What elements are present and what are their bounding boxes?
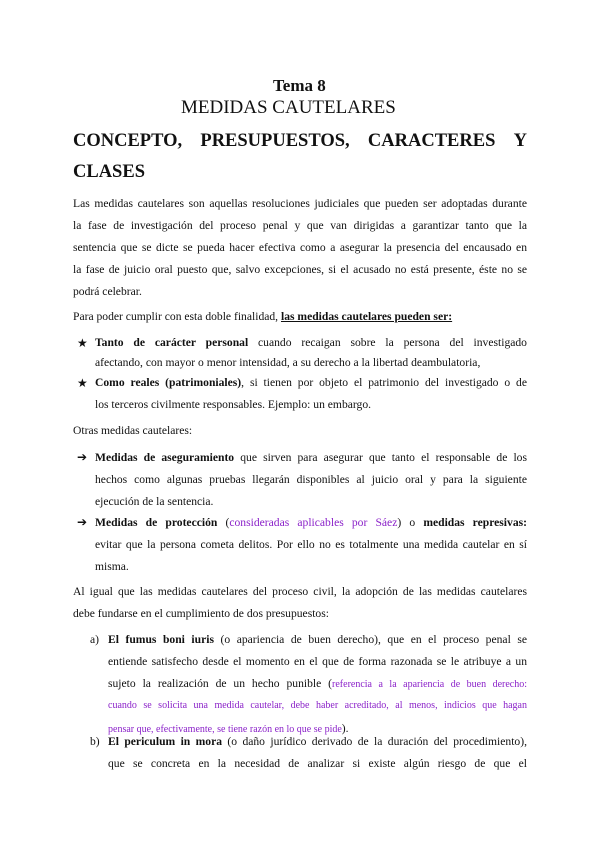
star-item-line xyxy=(95,337,527,349)
list-item-text: (o apariencia de buen derecho), que en el proceso penal se xyxy=(213,633,527,646)
list-item-line xyxy=(108,736,527,748)
arrow-item-line: evitar que la persona cometa delitos. Por ello no es totalmente una medida cautelar en sí xyxy=(95,538,527,551)
heading-word: PRESUPUESTOS, xyxy=(200,131,350,151)
purple-note-line: cuando se solicita una medida cautelar, debe haber acreditado, al menos, indicios que hagan xyxy=(108,700,527,711)
otras-medidas: Otras medidas cautelares: xyxy=(73,424,193,437)
list-item-line xyxy=(108,678,527,690)
arrow-item-bold: Medidas de aseguramiento xyxy=(95,451,235,464)
star-item-text: cuando recaigan sobre la persona del investigado xyxy=(248,336,527,349)
list-item-text: sujeto la realización de un hecho punible ( xyxy=(108,677,333,690)
star-item-text: , si tienen por objeto el patrimonio del investigado o de xyxy=(241,376,527,389)
arrow-item-line: ejecución de la sentencia. xyxy=(95,495,214,508)
list-marker: b) xyxy=(90,735,100,748)
list-item-text: ). xyxy=(341,722,349,735)
intro-line: la fase de juicio oral puesto que, salvo excepciones, si el acusado no está presente, éste no se xyxy=(73,263,527,276)
list-item-bold: El periculum in mora xyxy=(108,735,223,748)
intro-line: podrá celebrar. xyxy=(73,285,142,298)
purple-note: referencia a la apariencia de buen derecho: xyxy=(332,679,527,690)
arrow-item-line xyxy=(95,517,527,529)
concepto-heading xyxy=(73,131,527,152)
list-item-line: entiende satisfecho desde el momento en el que de forma razonada se le atribuye a un xyxy=(108,655,527,668)
intro-line: Las medidas cautelares son aquellas resoluciones judiciales que pueden ser adoptadas durante xyxy=(73,197,527,210)
list-item-bold: El fumus boni iuris xyxy=(108,633,214,646)
star-icon: ★ xyxy=(77,376,88,390)
paren-open: ( xyxy=(217,516,230,529)
heading-word: Y xyxy=(513,131,527,151)
arrow-item-line xyxy=(95,452,527,464)
list-item-text: (o daño jurídico derivado de la duración del procedimiento), xyxy=(222,735,527,748)
intro-line: sentencia que se dicte se pueda hacer efectiva como a asegurar la presencia del encausado en xyxy=(73,241,527,254)
heading-word: CARACTERES xyxy=(367,131,496,151)
star-icon: ★ xyxy=(77,336,88,350)
tema-title: Tema 8 xyxy=(273,76,326,95)
arrow-item-text: que sirven para asegurar que tanto el responsable de los xyxy=(234,451,527,464)
list-item-line: que se concreta en la necesidad de analizar si existe algún riesgo de que el xyxy=(108,757,527,770)
purple-note: pensar que, efectivamente, se tiene razón en lo que se pide xyxy=(108,724,342,735)
arrow-icon: ➔ xyxy=(77,450,88,464)
clases-heading: CLASES xyxy=(73,162,145,182)
star-item-line: los terceros civilmente responsables. Ejemplo: un embargo. xyxy=(95,398,372,411)
list-item-line xyxy=(108,634,527,646)
arrow-item-bold: Medidas de protección xyxy=(95,516,218,529)
star-item-line: afectando, con mayor o menor intensidad, a su derecho a la libertad deambulatoria, xyxy=(95,356,481,369)
doble-underlined: las medidas cautelares pueden ser: xyxy=(280,310,453,323)
medidas-title: MEDIDAS CAUTELARES xyxy=(181,97,396,118)
star-item-bold: Como reales (patrimoniales) xyxy=(95,376,242,389)
doble-finalidad xyxy=(73,311,452,323)
doble-text: Para poder cumplir con esta doble finalidad, xyxy=(73,310,281,323)
civil-line: Al igual que las medidas cautelares del proceso civil, la adopción de las medidas cautelares xyxy=(73,585,527,598)
arrow-icon: ➔ xyxy=(77,515,88,529)
arrow-item-line: hechos como algunas pruebas llegarán disponibles al juicio oral y para la siguiente xyxy=(95,473,527,486)
civil-line: debe fundarse en el cumplimiento de dos presupuestos: xyxy=(73,607,329,620)
intro-line: la fase de investigación del proceso penal y que van dirigidas a garantizar tanto que la xyxy=(73,219,527,232)
star-item-bold: Tanto de carácter personal xyxy=(95,336,249,349)
arrow-item-bold: medidas represivas: xyxy=(423,516,527,529)
heading-word: CONCEPTO, xyxy=(73,131,183,151)
purple-note: consideradas aplicables por Sáez xyxy=(229,516,398,529)
arrow-item-line: misma. xyxy=(95,560,129,573)
list-marker: a) xyxy=(90,633,100,646)
paren-close: ) o xyxy=(397,516,424,529)
star-item-line xyxy=(95,377,527,389)
